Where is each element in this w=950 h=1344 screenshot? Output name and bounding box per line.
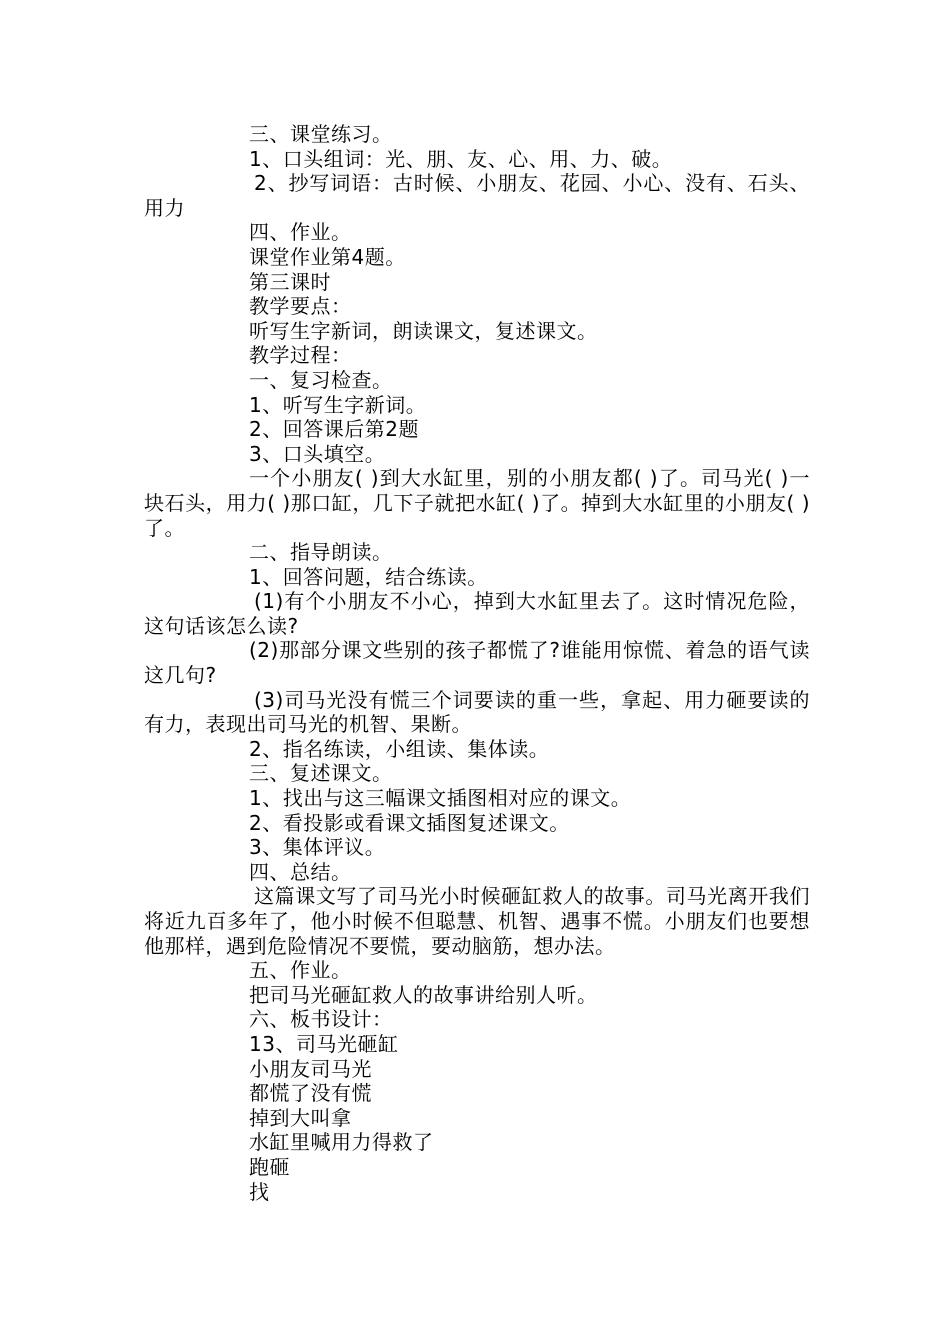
paragraph: 听写生字新词，朗读课文，复述课文。 <box>249 318 598 343</box>
paragraph: 1、找出与这三幅课文插图相对应的课文。 <box>249 786 632 811</box>
paragraph: 3、口头填空。 <box>249 441 386 466</box>
paragraph: (2)那部分课文些别的孩子都慌了?谁能用惊慌、着急的语气读这几句? <box>144 638 810 688</box>
board-line: 小朋友司马光 <box>249 1056 372 1081</box>
section-heading-reading: 二、指导朗读。 <box>249 540 393 565</box>
paragraph: 1、听写生字新词。 <box>249 392 427 417</box>
paragraph: 1、回答问题，结合练读。 <box>249 564 488 589</box>
document-body <box>144 122 810 1204</box>
paragraph: 3、集体评议。 <box>249 835 386 860</box>
paragraph: 1、口头组词：光、朋、友、心、用、力、破。 <box>249 146 673 171</box>
section-heading-board-design: 六、板书设计： <box>249 1007 393 1032</box>
board-line: 都慌了没有慌 <box>249 1081 372 1106</box>
board-line: 掉到大叫拿 <box>249 1105 352 1130</box>
section-heading-review: 一、复习检查。 <box>249 367 393 392</box>
board-line: 水缸里喊用力得救了 <box>249 1130 434 1155</box>
paragraph: 把司马光砸缸救人的故事讲给别人听。 <box>249 982 598 1007</box>
section-heading-retell: 三、复述课文。 <box>249 761 393 786</box>
board-line: 找 <box>249 1179 270 1204</box>
section-heading-exercise: 三、课堂练习。 <box>249 122 393 146</box>
board-line: 跑砸 <box>249 1154 290 1179</box>
paragraph: (1)有个小朋友不小心，掉到大水缸里去了。这时情况危险，这句话该怎么读? <box>144 589 810 638</box>
paragraph: (3)司马光没有慌三个词要读的重一些，拿起、用力砸要读的有力，表现出司马光的机智、果断。 <box>144 687 810 737</box>
paragraph: 2、指名练读，小组读、集体读。 <box>249 736 550 761</box>
paragraph: 2、回答课后第2题 <box>249 417 419 442</box>
lesson-heading: 第三课时 <box>249 269 331 294</box>
section-heading-summary: 四、总结。 <box>249 859 352 884</box>
paragraph: 2、看投影或看课文插图复述课文。 <box>249 810 570 835</box>
subheading: 教学要点： <box>249 294 352 319</box>
fill-in-blank-paragraph: 一个小朋友( )到大水缸里，别的小朋友都( )了。司马光( )一块石头，用力( )那口缸，几下子就把水缸( )了。掉到大水缸里的小朋友( )了。 <box>144 466 810 540</box>
paragraph: 课堂作业第4题。 <box>249 244 406 269</box>
section-heading-homework-2: 五、作业。 <box>249 958 352 983</box>
board-line: 13、司马光砸缸 <box>249 1031 399 1056</box>
paragraph: 2、抄写词语：古时候、小朋友、花园、小心、没有、石头、用力 <box>144 171 810 220</box>
subheading: 教学过程： <box>249 343 352 368</box>
section-heading-homework: 四、作业。 <box>249 220 352 245</box>
summary-paragraph: 这篇课文写了司马光小时候砸缸救人的故事。司马光离开我们将近九百多年了，他小时候不但聪慧、机智、遇事不慌。小朋友们也要想他那样，遇到危险情况不要慌，要动脑筋，想办法。 <box>144 884 810 958</box>
